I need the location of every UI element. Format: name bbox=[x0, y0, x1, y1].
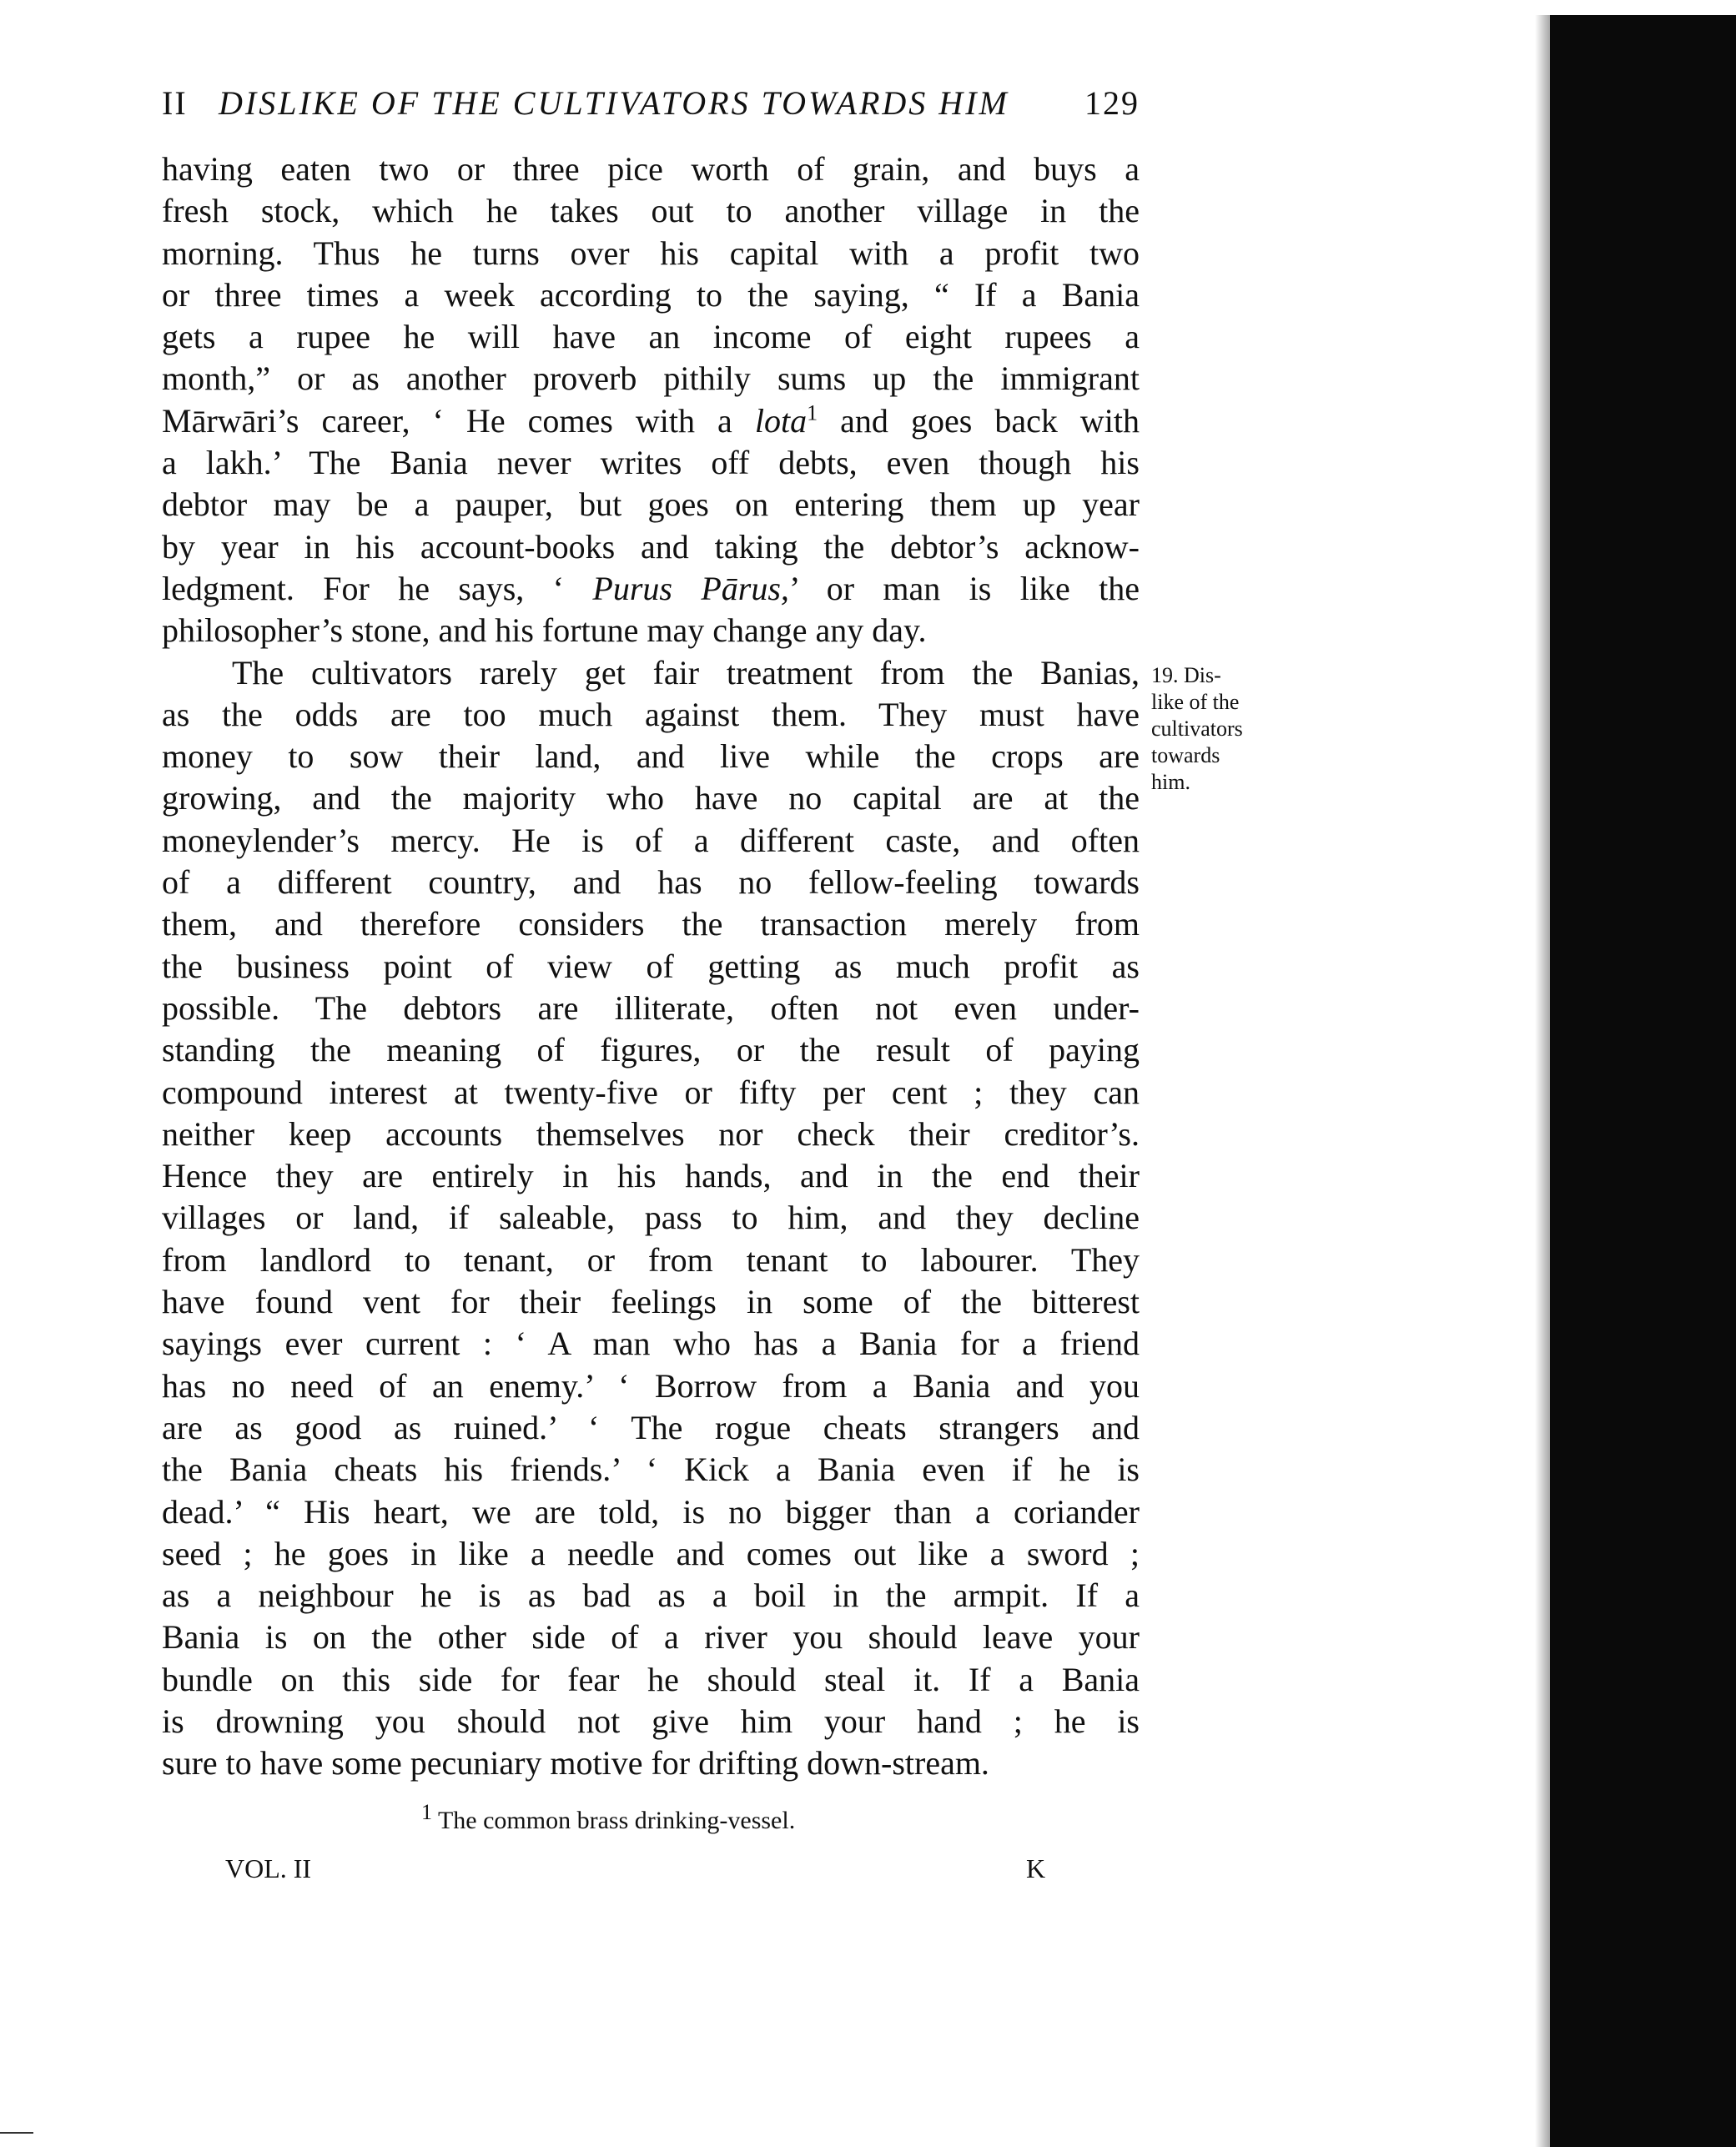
line-text: possible. The debtors are illiterate, often not even under- bbox=[162, 988, 1140, 1027]
text-line bbox=[162, 1449, 1140, 1491]
text-line bbox=[162, 568, 1140, 610]
text-line bbox=[162, 233, 1140, 274]
text-line bbox=[162, 1072, 1140, 1114]
line-text: Bania is on the other side of a river you should leave your bbox=[162, 1618, 1140, 1657]
line-text: bundle on this side for fear he should steal it. If a Bania bbox=[162, 1660, 1140, 1698]
text-line bbox=[162, 1575, 1140, 1617]
line-text: philosopher’s stone, and his fortune may change any day. bbox=[162, 611, 927, 650]
line-text: villages or land, if saleable, pass to him, and they decline bbox=[162, 1199, 1140, 1237]
line-text: or three times a week according to the saying, “ If a Bania bbox=[162, 275, 1140, 314]
footnote bbox=[421, 1800, 796, 1835]
text-line bbox=[162, 400, 1140, 442]
scan-shadow bbox=[1535, 15, 1550, 2147]
line-text: the Bania cheats his friends.’ ‘ Kick a Bania even if he is bbox=[162, 1451, 1140, 1489]
text-line bbox=[162, 694, 1140, 736]
text-line bbox=[162, 820, 1140, 862]
line-text: seed ; he goes in like a needle and comes out like a sword ; bbox=[162, 1534, 1140, 1572]
footnote-ref: 1 bbox=[807, 400, 818, 425]
line-text: them, and therefore considers the transaction merely from bbox=[162, 905, 1140, 943]
text-line bbox=[162, 1029, 1140, 1071]
line-text: by year in his account-books and taking the debtor’s acknow- bbox=[162, 527, 1140, 566]
text-line bbox=[162, 316, 1140, 358]
line-text: sayings ever current : ‘ A man who has a Bania for a friend bbox=[162, 1325, 1140, 1363]
scan-mark bbox=[0, 2132, 33, 2134]
page-number: 129 bbox=[1084, 84, 1140, 122]
text-line bbox=[162, 1407, 1140, 1449]
text-line bbox=[162, 274, 1140, 316]
line-text: have found vent for their feelings in some of the bitterest bbox=[162, 1283, 1140, 1321]
line-text: The cultivators rarely get fair treatment from the Banias, bbox=[232, 653, 1140, 691]
text-line bbox=[162, 1281, 1140, 1323]
line-text: ’ or man is like the bbox=[788, 569, 1140, 607]
line-text: compound interest at twenty-five or fifty per cent ; they can bbox=[162, 1073, 1140, 1111]
line-text: and goes back with bbox=[818, 401, 1140, 440]
text-line bbox=[162, 1701, 1140, 1742]
line-text: standing the meaning of figures, or the result of paying bbox=[162, 1031, 1140, 1069]
text-line bbox=[162, 736, 1140, 777]
text-line bbox=[162, 652, 1140, 694]
text-line bbox=[162, 358, 1140, 400]
line-text: sure to have some pecuniary motive for drifting down-stream. bbox=[162, 1744, 989, 1782]
marginal-line: towards bbox=[1151, 743, 1220, 767]
volume-label: VOL. II bbox=[225, 1853, 312, 1883]
text-line bbox=[162, 1533, 1140, 1575]
signature-mark: K bbox=[1026, 1853, 1046, 1883]
line-text: growing, and the majority who have no capital are at the bbox=[162, 779, 1140, 817]
text-line bbox=[162, 148, 1140, 190]
line-text: money to sow their land, and live while the crops are bbox=[162, 737, 1140, 776]
text-line bbox=[162, 862, 1140, 903]
line-text: having eaten two or three pice worth of grain, and buys a bbox=[162, 150, 1140, 188]
text-line bbox=[162, 1617, 1140, 1658]
text-line bbox=[162, 946, 1140, 988]
line-text: gets a rupee he will have an income of eight rupees a bbox=[162, 318, 1140, 356]
text-line bbox=[162, 442, 1140, 484]
marginal-line: cultivators bbox=[1151, 717, 1243, 741]
italic-text: Purus Pārus, bbox=[592, 569, 789, 607]
running-header bbox=[162, 83, 1140, 133]
footnote-text: The common brass drinking-vessel. bbox=[432, 1807, 796, 1834]
text-line bbox=[162, 1659, 1140, 1701]
text-line bbox=[162, 484, 1140, 525]
line-text: fresh stock, which he takes out to another village in the bbox=[162, 192, 1140, 230]
line-text: debtor may be a pauper, but goes on entering them up year bbox=[162, 485, 1140, 524]
running-title: DISLIKE OF THE CULTIVATORS TOWARDS HIM bbox=[219, 84, 1009, 122]
line-text: month,” or as another proverb pithily sums up the immigrant bbox=[162, 360, 1140, 398]
line-text: of a different country, and has no fellow-feeling towards bbox=[162, 863, 1140, 902]
text-line bbox=[162, 1365, 1140, 1407]
text-line bbox=[162, 526, 1140, 568]
marginal-line: like of the bbox=[1151, 690, 1240, 714]
text-line bbox=[162, 1742, 1140, 1784]
line-text: the business point of view of getting as much profit as bbox=[162, 947, 1140, 985]
marginal-line: him. bbox=[1151, 770, 1190, 794]
line-text: from landlord to tenant, or from tenant to labourer. They bbox=[162, 1240, 1140, 1279]
text-line bbox=[162, 1239, 1140, 1281]
italic-text: lota bbox=[754, 401, 808, 440]
text-line bbox=[162, 190, 1140, 232]
line-text: a lakh.’ The Bania never writes off debts, even though his bbox=[162, 444, 1140, 482]
text-line bbox=[162, 1491, 1140, 1533]
line-text: is drowning you should not give him your hand ; he is bbox=[162, 1702, 1140, 1740]
scan-black-edge bbox=[1550, 15, 1736, 2147]
text-line bbox=[162, 988, 1140, 1029]
text-line bbox=[162, 1155, 1140, 1197]
line-text: Mārwāri’s career, ‘ He comes with a bbox=[162, 401, 755, 440]
marginal-note bbox=[1151, 662, 1293, 796]
marginal-line: 19. Dis- bbox=[1151, 663, 1221, 687]
line-text: has no need of an enemy.’ ‘ Borrow from a Bania and you bbox=[162, 1366, 1140, 1405]
body-text bbox=[162, 148, 1140, 1785]
text-line bbox=[162, 777, 1140, 819]
chapter-number: II bbox=[162, 84, 188, 122]
text-line bbox=[162, 903, 1140, 945]
text-line bbox=[162, 1323, 1140, 1365]
line-text: moneylender’s mercy. He is of a different caste, and often bbox=[162, 821, 1140, 859]
line-text: Hence they are entirely in his hands, and in the end their bbox=[162, 1157, 1140, 1195]
text-line bbox=[162, 610, 1140, 651]
page-footer bbox=[225, 1853, 1051, 1890]
line-text: neither keep accounts themselves nor check their creditor’s. bbox=[162, 1114, 1140, 1153]
line-text: dead.’ “ His heart, we are told, is no bigger than a coriander bbox=[162, 1492, 1140, 1531]
line-text: morning. Thus he turns over his capital with a profit two bbox=[162, 234, 1140, 272]
line-text: ledgment. For he says, ‘ bbox=[162, 569, 593, 607]
footnote-marker: 1 bbox=[421, 1800, 432, 1824]
text-line bbox=[162, 1114, 1140, 1155]
text-line bbox=[162, 1197, 1140, 1239]
line-text: are as good as ruined.’ ‘ The rogue cheats strangers and bbox=[162, 1408, 1140, 1446]
line-text: as a neighbour he is as bad as a boil in the armpit. If a bbox=[162, 1576, 1140, 1615]
line-text: as the odds are too much against them. They must have bbox=[162, 695, 1140, 733]
